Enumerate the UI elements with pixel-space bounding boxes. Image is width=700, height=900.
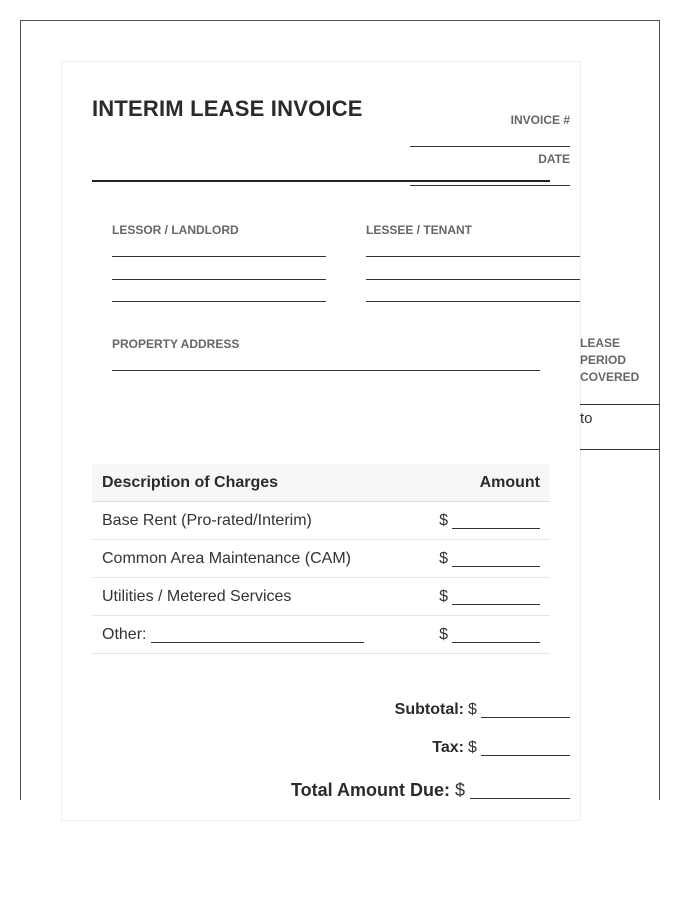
lessor-line-3[interactable] <box>112 301 326 302</box>
lease-period-end-field[interactable] <box>580 449 660 450</box>
charge-description: Common Area Maintenance (CAM) <box>102 550 351 567</box>
lease-period-label-line: COVERED <box>580 370 640 384</box>
lessee-label: LESSEE / TENANT <box>366 223 473 237</box>
date-label: DATE <box>538 152 570 166</box>
charges-header-amount: Amount <box>479 474 540 491</box>
date-field[interactable] <box>410 185 570 186</box>
currency-symbol: $ <box>439 588 448 605</box>
lessor-line-1[interactable] <box>112 256 326 257</box>
currency-symbol: $ <box>439 550 448 567</box>
lease-period-to-text: to <box>580 410 593 427</box>
lessee-line-3[interactable] <box>366 301 580 302</box>
lessee-line-2[interactable] <box>366 279 580 280</box>
property-address-label: PROPERTY ADDRESS <box>112 337 240 351</box>
total-amount-due-field[interactable] <box>470 798 570 799</box>
table-row <box>92 540 550 578</box>
charges-header-description: Description of Charges <box>102 474 279 491</box>
charge-description: Base Rent (Pro-rated/Interim) <box>102 512 312 529</box>
subtotal-field[interactable] <box>481 717 570 718</box>
lessor-label: LESSOR / LANDLORD <box>112 223 239 237</box>
charge-amount-field[interactable] <box>452 604 540 605</box>
charge-amount-field[interactable] <box>452 566 540 567</box>
charge-amount-field[interactable] <box>452 528 540 529</box>
currency-symbol: $ <box>439 626 448 643</box>
subtotal-currency-symbol: $ <box>468 701 477 718</box>
other-description-field[interactable] <box>151 642 364 643</box>
charge-description: Utilities / Metered Services <box>102 588 292 605</box>
property-address-field[interactable] <box>112 370 540 371</box>
lease-period-start-field[interactable] <box>580 404 660 405</box>
charges-header-row <box>92 464 550 502</box>
table-row <box>92 578 550 616</box>
tax-label: Tax: <box>432 739 464 756</box>
charge-description: Other: <box>102 626 147 643</box>
lessor-line-2[interactable] <box>112 279 326 280</box>
tax-field[interactable] <box>481 755 570 756</box>
lease-period-label <box>580 335 660 386</box>
total-currency-symbol: $ <box>455 780 466 800</box>
invoice-number-field[interactable] <box>410 146 570 147</box>
tax-currency-symbol: $ <box>468 739 477 756</box>
lease-period-label-line: LEASE <box>580 336 621 350</box>
lessee-line-1[interactable] <box>366 256 580 257</box>
charge-amount-field[interactable] <box>452 642 540 643</box>
table-row <box>92 502 550 540</box>
table-row <box>92 616 550 654</box>
lease-period-label-line: PERIOD <box>580 353 627 367</box>
total-amount-due-label: Total Amount Due: <box>291 780 450 800</box>
header-divider <box>92 180 550 182</box>
subtotal-label: Subtotal: <box>394 701 464 718</box>
invoice-number-label: INVOICE # <box>510 113 570 127</box>
currency-symbol: $ <box>439 512 448 529</box>
charges-table <box>92 464 550 654</box>
invoice-title: INTERIM LEASE INVOICE <box>92 96 363 121</box>
